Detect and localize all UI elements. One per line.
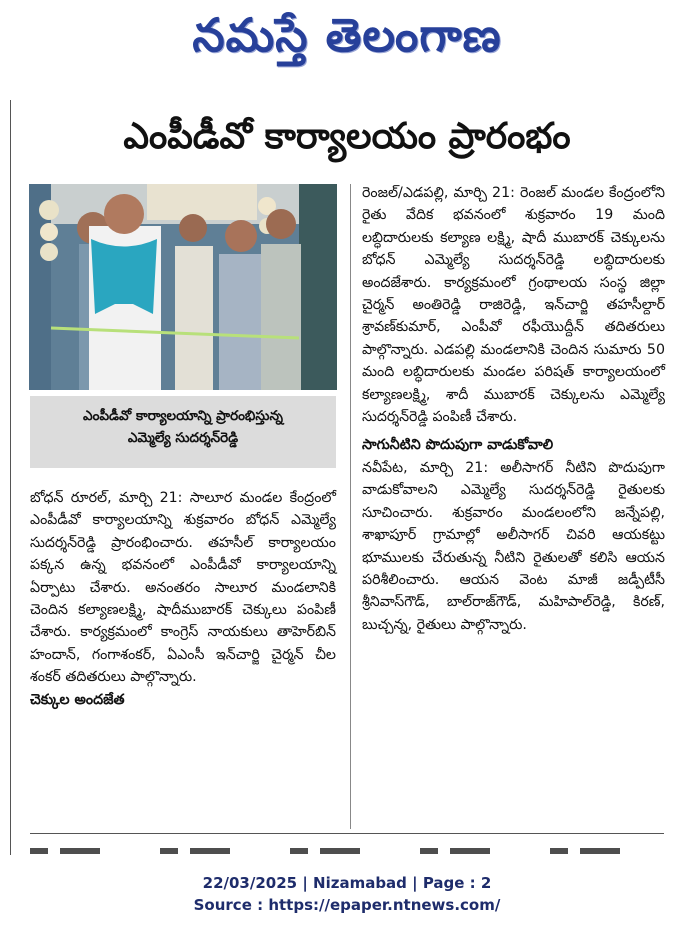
photo-caption [30,396,336,468]
cut-off-next-headline [30,842,664,856]
footer-date-edition: 22/03/2025 | Nizamabad | Page : 2 [202,874,492,892]
masthead-logo: నమస్తే తెలంగాణ [192,8,502,62]
left-column-text [30,487,336,711]
right-column-text [362,182,665,636]
right-column-subheading: సాగునీటిని పొదుపుగా వాడుకోవాలి [362,437,554,454]
photo-illustration [29,184,337,390]
left-column-body: బోధన్ రూరల్, మార్చి 21: సాలూర మండల కేంద్రంలో ఎంపీడీవో కార్యాలయాన్ని శుక్రవారం బోధన్ ఎమ్మెల్యే సుదర్శన్‌రెడ్డి ప్రారంభించారు. తహసీల్ కార్యాలయం పక్కన ఉన్న భవనంలో ఎంపీడీవో కార్యాలయాన్ని ఏర్పాటు చేశారు. అనంతరం సాలూర మండలానికి చెందిన కల్యాణలక్ష్మి, షాదీముబారక్ చెక్కులు పంపిణీ చేశారు. కార్యక్రమంలో కాంగ్రెస్ నాయకులు తాహెర్‌బిన్ హందాన్, గంగాశంకర్, ఏఎంసీ ఇన్‌చార్జి చైర్మన్ చీల శంకర్ తదితరులు పాల్గొన్నారు. [30,490,336,686]
left-column-subheading: చెక్కుల అందజేత [30,691,125,708]
page-footer [0,872,694,916]
article-headline: ఎంపీడీవో కార్యాలయం ప్రారంభం [123,116,571,157]
article-photo [29,184,337,390]
caption-line-1: ఎంపీడీవో కార్యాలయాన్ని ప్రారంభిస్తున్న [83,408,283,424]
column-divider [350,184,351,829]
right-column-body-2: నవీపేట, మార్చి 21: అలీసాగర్ నీటిని పొదుపుగా వాడుకోవాలని ఎమ్మెల్యే సుదర్శన్‌రెడ్డి రైతులకు సూచించారు. శుక్రవారం మండలంలోని జన్నేపల్లి, శాఖాపూర్ గ్రామాల్లో అలీసాగర్ చివరి ఆయకట్టు భూములకు చేరుతున్న నీటిని రైతులతో కలిసి ఆయన పరిశీలించారు. ఆయన వెంట మాజీ జడ్పీటీసీ శ్రీనివాస్‌గౌడ్, బాల్‌రాజ్‌గౌడ్, మహిపాల్‌రెడ్డి, కిరణ్, బుచ్చన్న, రైతులు పాల్గొన్నారు. [362,459,665,633]
right-column-body-1: రెంజల్/ఎడపల్లి, మార్చి 21: రెంజల్ మండల కేంద్రంలోని రైతు వేదిక భవనంలో శుక్రవారం 19 మంది లబ్ధిదారులకు కల్యాణ లక్ష్మి, షాదీ ముబారక్ చెక్కులను బోధన్ ఎమ్మెల్యే సుదర్శన్‌రెడ్డి లబ్ధిదారులకు అందజేశారు. కార్యక్రమంలో గ్రంథాలయ సంస్థ జిల్లా చైర్మన్ అంతిరెడ్డి రాజిరెడ్డి, ఇన్‌చార్జి తహసీల్దార్ శ్రావణ్‌కుమార్, ఎంపీవో రఫీయొద్దీన్ తదితరులు పాల్గొన్నారు. ఎడపల్లి మండలానికి చెందిన సుమారు 50 మంది లబ్ధిదారులకు మండల పరిషత్ కార్యాలయంలో కల్యాణలక్ష్మి, శాదీ ముబారక్ చెక్కులను ఎమ్మెల్యే సుదర్శన్‌రెడ్డి పంపిణీ చేశారు. [362,185,665,426]
page-border-bottom [30,833,664,834]
page-border-left [10,100,11,855]
caption-line-2: ఎమ్మెల్యే సుదర్శన్‌రెడ్డి [127,430,239,446]
newspaper-masthead [0,0,694,86]
footer-source: Source : https://epaper.ntnews.com/ [193,896,501,914]
